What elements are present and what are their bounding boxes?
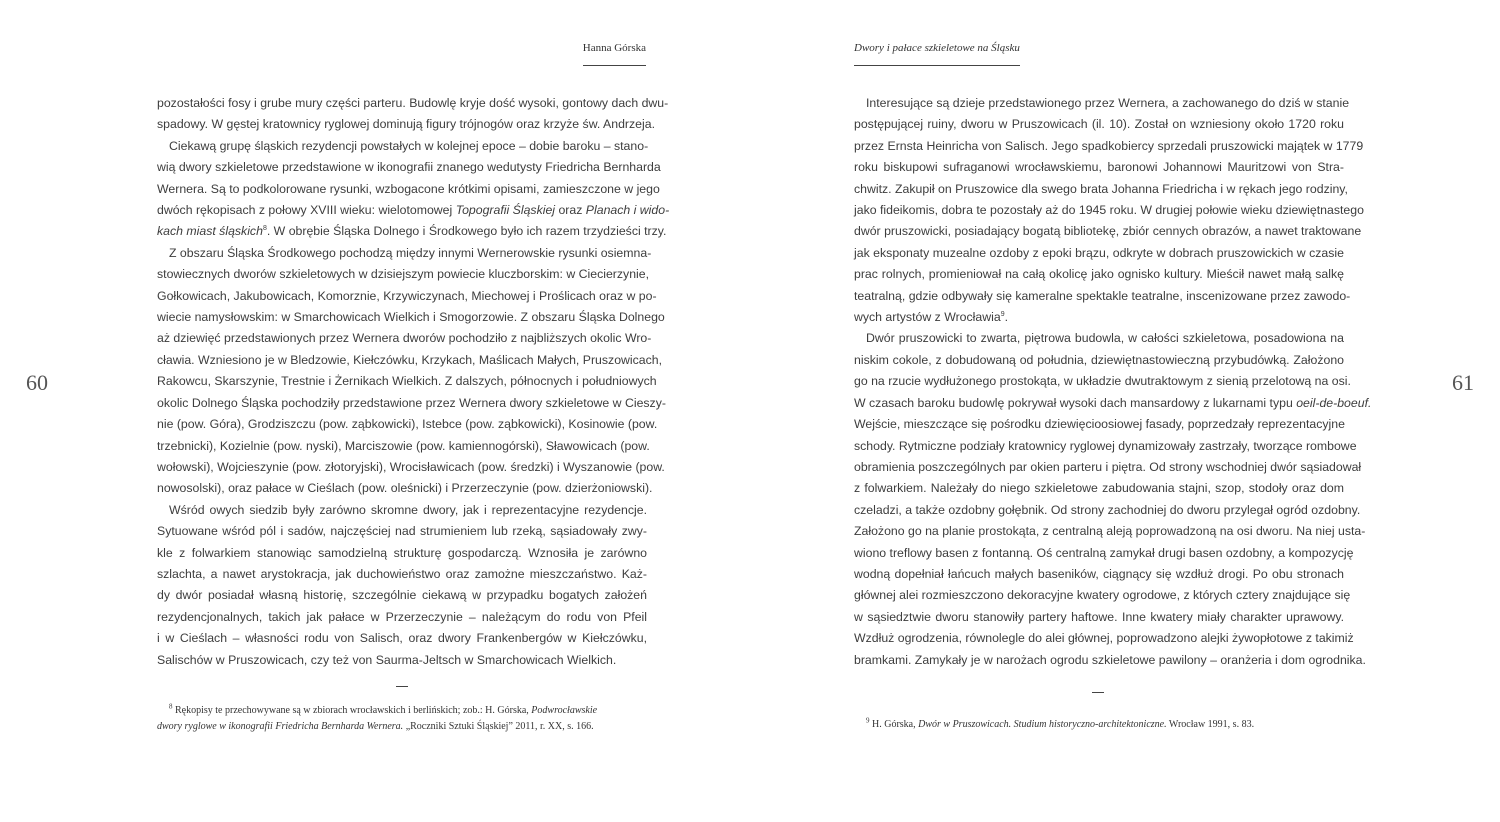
- text-line: [854, 607, 1344, 628]
- text-line: [854, 414, 1344, 435]
- footnote-line: [157, 703, 647, 719]
- text-line: [854, 93, 1350, 114]
- text-line: [854, 564, 1344, 585]
- text-line: [854, 221, 1362, 242]
- text-run: okolic Dolnego Śląska pochodziły przedstawione przez Wernera dwory szkieletowe w Cieszy-: [157, 395, 666, 410]
- italic-text: Dwór w Pruszowicach. Studium historyczno-architektoniczne.: [918, 719, 1167, 730]
- text-line: [157, 564, 647, 585]
- body-text: [854, 93, 1372, 671]
- text-run: teatralną, gdzie odbywały się kameralne spektakle teatralne, inscenizowane przez zawodo-: [854, 288, 1351, 303]
- text-run: Rękopisy te przechowywane są w zbiorach wrocławskich i berlińskich; zob.: H. Górska,: [172, 705, 532, 716]
- text-run: Z obszaru Śląska Środkowego pochodzą między innymi Wernerowskie rysunki osiemna-: [169, 245, 652, 260]
- text-run: go na rzucie wydłużonego prostokąta, w układzie dwutraktowym z sienią przelotową na osi.: [854, 374, 1351, 389]
- footnote-line: [854, 717, 1344, 733]
- text-run: cławia. Wzniesiono je w Bledzowie, Kiełczówku, Krzykach, Maślicach Małych, Pruszowicach,: [157, 352, 663, 367]
- text-line: [854, 328, 1344, 349]
- text-line: [157, 414, 658, 435]
- text-line: [854, 114, 1344, 135]
- text-run: Gołkowicach, Jakubowicach, Komorznie, Krzywiczynach, Miechowej i Proślicach oraz w po-: [157, 288, 657, 303]
- text-run: niskim cokole, z dobudowaną od południa, dziewiętnastowieczną przybudówką. Założono: [854, 352, 1344, 367]
- text-line: [157, 371, 657, 392]
- text-run: Założono go na planie prostokąta, z centralną aleją poprowadzoną na osi dworu. Na niej usta-: [854, 524, 1366, 539]
- footnote-ref: 9: [866, 716, 870, 725]
- text-line: [157, 650, 647, 671]
- right-page: [750, 0, 1500, 822]
- text-run: w sąsiedztwie dworu stanowiły partery haftowe. Inne kwatery miały charakter uprawowy.: [854, 609, 1344, 624]
- text-line: [157, 328, 652, 349]
- text-line: [157, 307, 665, 328]
- text-line: [854, 200, 1364, 221]
- text-run: Ciekawą grupę śląskich rezydencji powstałych w kolejnej epoce – dobie baroku – stano-: [169, 138, 649, 153]
- text-line: [854, 628, 1354, 649]
- footnote-ref: 8: [262, 225, 267, 233]
- footnote-ref: 9: [1000, 310, 1005, 318]
- text-line: [157, 478, 653, 499]
- text-line: [157, 136, 647, 157]
- text-line: [854, 500, 1361, 521]
- text-run: Rakowcu, Skarszynie, Trestnie i Żernikach Wielkich. Z dalszych, północnych i południowych: [157, 374, 657, 389]
- text-run: kle z folwarkiem stanowiąc samodzielną strukturę gospodarczą. Wznosiła je zarówno: [157, 545, 647, 560]
- text-line: [157, 264, 650, 285]
- text-run: przez Ernsta Heinricha von Salisch. Jego spadkobiercy sprzedali pruszowicki majątek w 1779: [854, 138, 1364, 153]
- text-line: [157, 393, 666, 414]
- text-run: wiono treflowy basen z fontanną. Oś centralną zamykał drugi basen ozdobny, a kompozycję: [854, 545, 1354, 560]
- text-run: W czasach baroku budowlę pokrywał wysoki dach mansardowy z lukarnami typu: [854, 395, 1297, 410]
- text-run: Wśród owych siedzib były zarówno skromne dwory, jak i reprezentacyjne rezydencje.: [169, 502, 647, 517]
- text-line: [157, 543, 647, 564]
- text-run: głównej alei rozmieszczono dekoracyjne kwatery ogrodowe, z których cztery znajdujące się: [854, 588, 1351, 603]
- text-run: wołowski), Wojcieszynie (pow. złotoryjski), Wrocisławicach (pow. średzki) i Wyszanowie (pow.: [157, 459, 665, 474]
- footnote-line: [157, 719, 647, 735]
- text-run: postępującej ruiny, dworu w Pruszowicach (il. 10). Został on wzniesiony około 1720 roku: [854, 117, 1344, 132]
- text-run: Wejście, mieszczące się pośrodku dziewięcioosiowej fasady, poprzedzały reprezentacyjne: [854, 417, 1345, 432]
- italic-text: kach miast śląskich: [157, 224, 263, 239]
- text-run: oraz: [555, 203, 586, 218]
- text-line: [854, 543, 1354, 564]
- text-line: [157, 93, 669, 114]
- text-run: szlachta, a nawet arystokracja, jak duchowieństwo oraz zamożne mieszczaństwo. Każ-: [157, 566, 647, 581]
- text-run: i w Cieślach – własności rodu von Salisch, oraz dwory Frankenbergów w Kiełczówku,: [157, 631, 647, 646]
- text-line: [854, 436, 1357, 457]
- italic-text: Podwrocławskie: [531, 705, 598, 716]
- text-line: [854, 157, 1344, 178]
- text-line: [157, 286, 657, 307]
- running-head-author: Hanna Górska: [583, 42, 646, 66]
- text-line: [157, 457, 665, 478]
- footnote: [157, 703, 647, 735]
- text-run: prac rolnych, promieniował na całą okolicę jako ognisko kultury. Mieścił nawet małą salkę: [854, 267, 1344, 282]
- text-run: wią dwory szkieletowe przedstawione w ikonografii znanego wedutysty Friedricha Bernharda: [157, 160, 661, 175]
- text-run: pozostałości fosy i grube mury części parteru. Budowlę kryje dość wysoki, gontowy dach dwu-: [157, 96, 669, 110]
- text-run: nie (pow. Góra), Grodziszczu (pow. ząbkowicki), Istebce (pow. ząbkowicki), Kosinowie (pow.: [157, 417, 658, 432]
- page-number: 60: [26, 370, 48, 395]
- italic-text: oeil-de-boeuf.: [1296, 395, 1372, 410]
- text-run: roku biskupowi sufraganowi wrocławskiemu, baronowi Johannowi Mauritzowi von Stra-: [854, 160, 1344, 175]
- footnote-separator: [1092, 692, 1104, 693]
- text-line: [854, 307, 1344, 328]
- text-run: wodną dopełniał łańcuch małych baseników, ciągnący się wzdłuż drogi. Po obu stronach: [854, 566, 1344, 581]
- text-line: [854, 521, 1366, 542]
- text-line: [157, 521, 647, 542]
- text-line: [157, 500, 647, 521]
- text-run: Wzdłuż ogrodzenia, równolegle do alei głównej, poprowadzono alejki żywopłotowe z takimiż: [854, 631, 1354, 646]
- text-line: [854, 585, 1351, 606]
- text-run: stowiecznych dworów szkieletowych w dzisiejszym powiecie kluczborskim: w Ciecierzynie,: [157, 267, 650, 282]
- text-run: schody. Rytmiczne podziały kratownicy ryglowej dynamizowały zastrzały, tworzące rombowe: [854, 438, 1357, 453]
- text-line: [854, 393, 1372, 414]
- text-run: Wrocław 1991, s. 83.: [1166, 719, 1255, 730]
- text-line: [854, 371, 1351, 392]
- text-run: .: [1004, 310, 1009, 325]
- text-run: chwitz. Zakupił on Pruszowice dla swego brata Johanna Friedricha i w rękach jego rodziny,: [854, 181, 1348, 196]
- text-run: nowosolski), oraz pałace w Cieślach (pow. oleśnicki) i Przerzeczynie (pow. dzierżoniowski).: [157, 481, 653, 496]
- text-line: [157, 243, 652, 264]
- text-line: [854, 243, 1344, 264]
- text-line: [157, 607, 647, 628]
- text-run: Interesujące są dzieje przedstawionego przez Wernera, a zachowanego do dziś w stanie: [866, 96, 1350, 110]
- text-run: czeladzi, a także ozdobny gołębnik. Od strony zachodniej do dworu przylegał ogród ozdobny.: [854, 502, 1361, 517]
- italic-text: Planach i wido-: [585, 203, 670, 218]
- body-text: [157, 93, 670, 671]
- text-line: [157, 628, 647, 649]
- text-line: [854, 457, 1362, 478]
- text-run: wych artystów z Wrocławia: [854, 310, 1001, 325]
- text-line: [157, 157, 661, 178]
- text-run: dwóch rękopisach z połowy XVIII wieku: wielotomowej: [157, 203, 456, 218]
- text-run: bramkami. Zamykały je w narożach ogrodu szkieletowe pawilony – oranżeria i dom ogrodnika.: [854, 652, 1366, 667]
- text-run: jak eksponaty muzealne ozdoby z epoki brązu, odkryte w dobrach pruszowickich w czasie: [854, 245, 1344, 260]
- text-run: Wernera. Są to podkolorowane rysunki, wzbogacone krótkimi opisami, zamieszczone w jego: [157, 181, 660, 196]
- text-run: trzebnicki), Kozielnie (pow. nyski), Marciszowie (pow. kamiennogórski), Sławowicach (pow.: [157, 438, 650, 453]
- text-line: [854, 286, 1351, 307]
- text-run: jako fideikomis, dobra te pozostały aż do 1945 roku. W drugiej połowie wieku dziewiętnastego: [854, 203, 1364, 218]
- text-line: [157, 114, 656, 135]
- text-run: dwór pruszowicki, posiadający bogatą bibliotekę, zbiór cennych obrazów, a nawet traktowane: [854, 224, 1362, 239]
- text-line: [854, 264, 1344, 285]
- text-run: Sytuowane wśród pól i sadów, najczęściej nad strumieniem lub rzeką, sąsiadowały zwy-: [157, 524, 647, 539]
- running-head-title: Dwory i pałace szkieletowe na Śląsku: [854, 42, 1020, 66]
- text-line: [157, 221, 667, 242]
- text-run: wiecie namysłowskim: w Smarchowicach Wielkich i Smogorzowie. Z obszaru Śląska Dolnego: [157, 310, 665, 325]
- text-line: [854, 136, 1364, 157]
- text-line: [854, 179, 1348, 200]
- text-line: [854, 478, 1344, 499]
- footnote-separator: [396, 686, 408, 687]
- page-number: 61: [1452, 370, 1474, 395]
- footnote-ref: 8: [169, 702, 173, 711]
- text-line: [854, 650, 1366, 671]
- text-run: Salischów w Pruszowicach, czy też von Saurma-Jeltsch w Smarchowicach Wielkich.: [157, 652, 617, 667]
- text-line: [157, 200, 670, 221]
- text-run: „Roczniki Sztuki Śląskiej” 2011, r. XX, s. 166.: [403, 721, 594, 732]
- text-run: . W obrębie Śląska Dolnego i Środkowego było ich razem trzydzieści trzy.: [266, 224, 667, 239]
- text-line: [854, 350, 1344, 371]
- italic-text: Topografii Śląskiej: [455, 203, 556, 218]
- text-line: [157, 585, 647, 606]
- text-run: dy dwór posiadał własną historię, szczególnie ciekawą w przypadku bogatych założeń: [157, 588, 647, 603]
- text-run: spadowy. W gęstej kratownicy ryglowej dominują figury trójnogów oraz krzyże św. Andrzeja.: [157, 117, 656, 132]
- text-run: H. Górska,: [869, 719, 919, 730]
- text-run: obramienia poszczególnych par okien parteru i piętra. Od strony wschodniej dwór sąsiadował: [854, 459, 1362, 474]
- italic-text: dwory ryglowe w ikonografii Friedricha Bernharda Wernera.: [157, 721, 404, 732]
- text-run: z folwarkiem. Należały do niego szkieletowe zabudowania stajni, szop, stodoły oraz dom: [854, 481, 1344, 496]
- text-line: [157, 179, 660, 200]
- footnote: [854, 717, 1344, 733]
- text-line: [157, 436, 650, 457]
- text-run: Dwór pruszowicki to zwarta, piętrowa budowla, w całości szkieletowa, posadowiona na: [866, 331, 1344, 346]
- text-line: [157, 350, 663, 371]
- text-run: aż dziewięć przedstawionych przez Wernera dworów pochodziło z najbliższych okolic Wro-: [157, 331, 652, 346]
- text-run: rezydencjonalnych, takich jak pałace w Przerzeczynie – należącym do rodu von Pfeil: [157, 609, 647, 624]
